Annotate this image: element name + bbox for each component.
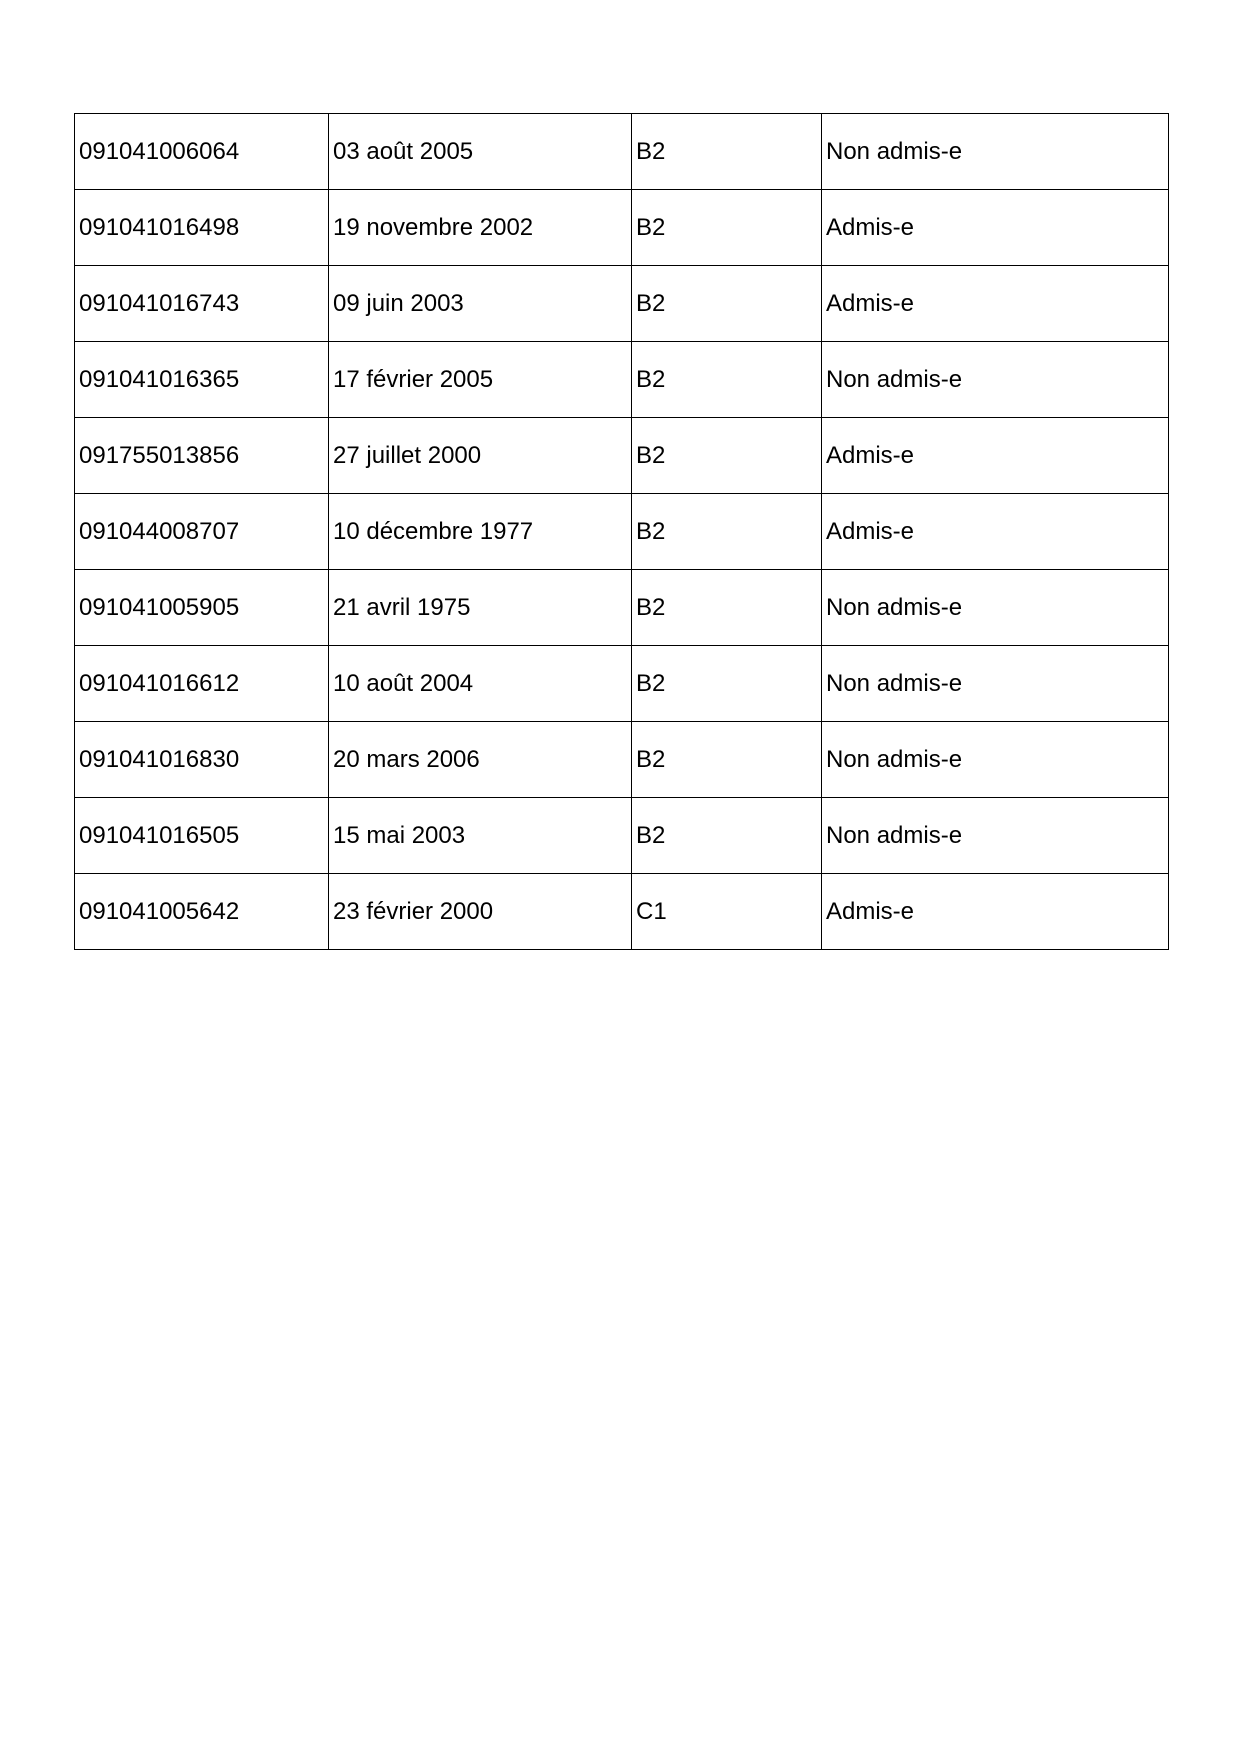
table-row — [75, 266, 1169, 342]
table-row — [75, 570, 1169, 646]
level-cell: B2 — [632, 266, 822, 342]
birth-date-cell: 10 août 2004 — [329, 646, 632, 722]
result-cell: Admis-e — [822, 190, 1169, 266]
candidate-id-cell: 091041016743 — [75, 266, 329, 342]
table-row — [75, 190, 1169, 266]
result-cell: Non admis-e — [822, 570, 1169, 646]
birth-date-cell: 10 décembre 1977 — [329, 494, 632, 570]
result-cell: Non admis-e — [822, 798, 1169, 874]
birth-date-cell: 23 février 2000 — [329, 874, 632, 950]
result-cell: Admis-e — [822, 418, 1169, 494]
level-cell: B2 — [632, 190, 822, 266]
birth-date-cell: 03 août 2005 — [329, 114, 632, 190]
candidate-id-cell: 091041005642 — [75, 874, 329, 950]
table-row — [75, 114, 1169, 190]
candidate-id-cell: 091041005905 — [75, 570, 329, 646]
birth-date-cell: 21 avril 1975 — [329, 570, 632, 646]
table-row — [75, 874, 1169, 950]
candidate-id-cell: 091044008707 — [75, 494, 329, 570]
birth-date-cell: 19 novembre 2002 — [329, 190, 632, 266]
level-cell: B2 — [632, 494, 822, 570]
result-cell: Non admis-e — [822, 114, 1169, 190]
result-cell: Non admis-e — [822, 722, 1169, 798]
candidate-id-cell: 091755013856 — [75, 418, 329, 494]
result-cell: Admis-e — [822, 494, 1169, 570]
candidate-id-cell: 091041016498 — [75, 190, 329, 266]
result-cell: Admis-e — [822, 266, 1169, 342]
candidate-id-cell: 091041016505 — [75, 798, 329, 874]
table-row — [75, 494, 1169, 570]
level-cell: C1 — [632, 874, 822, 950]
birth-date-cell: 20 mars 2006 — [329, 722, 632, 798]
level-cell: B2 — [632, 114, 822, 190]
level-cell: B2 — [632, 418, 822, 494]
result-cell: Admis-e — [822, 874, 1169, 950]
table-row — [75, 798, 1169, 874]
birth-date-cell: 17 février 2005 — [329, 342, 632, 418]
level-cell: B2 — [632, 722, 822, 798]
level-cell: B2 — [632, 798, 822, 874]
results-table — [74, 113, 1169, 950]
candidate-id-cell: 091041016830 — [75, 722, 329, 798]
result-cell: Non admis-e — [822, 646, 1169, 722]
level-cell: B2 — [632, 570, 822, 646]
birth-date-cell: 09 juin 2003 — [329, 266, 632, 342]
birth-date-cell: 27 juillet 2000 — [329, 418, 632, 494]
birth-date-cell: 15 mai 2003 — [329, 798, 632, 874]
table-row — [75, 646, 1169, 722]
table-row — [75, 418, 1169, 494]
candidate-id-cell: 091041006064 — [75, 114, 329, 190]
candidate-id-cell: 091041016612 — [75, 646, 329, 722]
result-cell: Non admis-e — [822, 342, 1169, 418]
level-cell: B2 — [632, 342, 822, 418]
table-row — [75, 342, 1169, 418]
candidate-id-cell: 091041016365 — [75, 342, 329, 418]
table-row — [75, 722, 1169, 798]
level-cell: B2 — [632, 646, 822, 722]
